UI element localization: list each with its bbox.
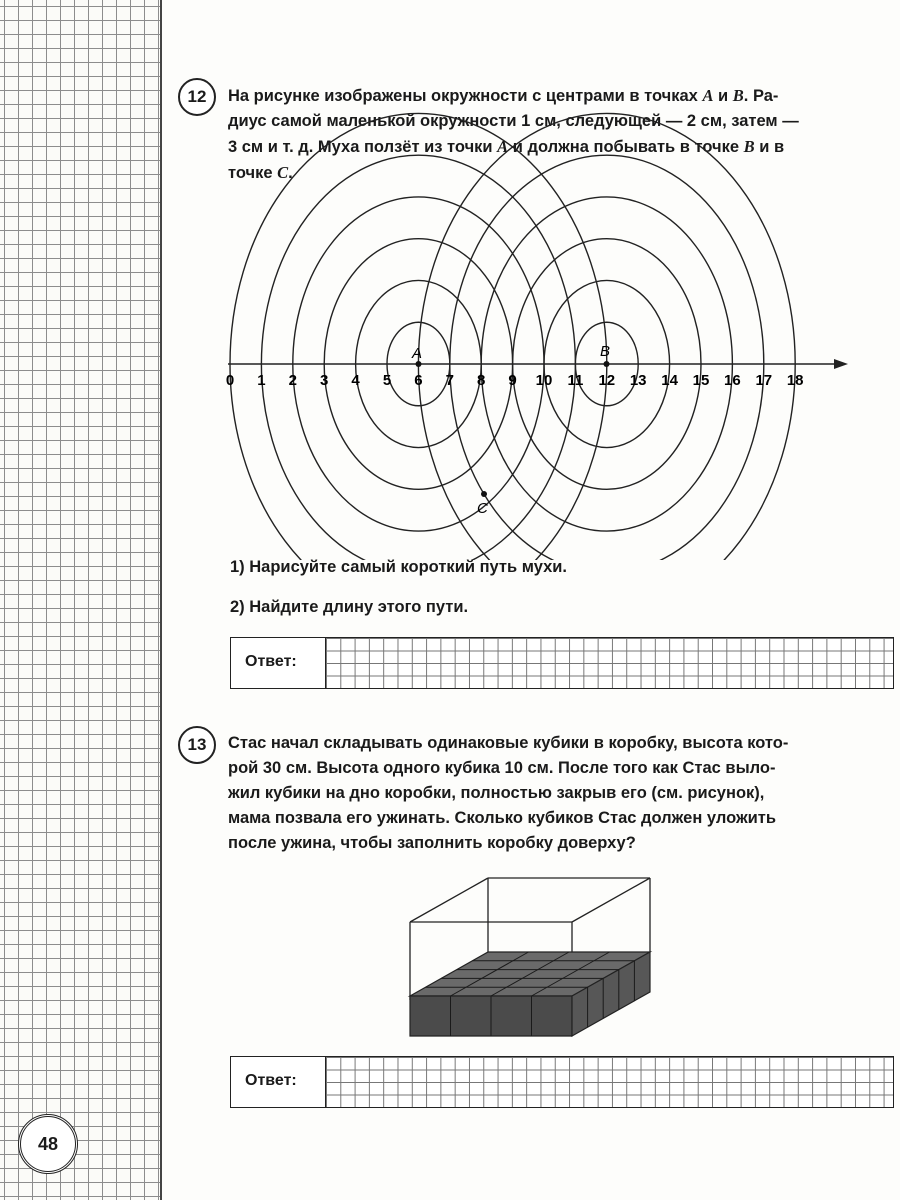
point-b-label: B: [600, 343, 611, 360]
axis-tick-label: 1: [257, 372, 266, 389]
axis-tick-label: 17: [755, 372, 773, 389]
answer-label-13: Ответ:: [245, 1072, 297, 1089]
answer-label-12: Ответ:: [245, 653, 297, 670]
task12-question-1: 1) Нарисуйте самый короткий путь мухи.: [230, 558, 567, 576]
axis-tick-label: 0: [225, 372, 235, 389]
task13-line-2: рой 30 см. Высота одного кубика 10 см. После того как Стас выло-: [228, 759, 776, 777]
task13-line-4: мама позвала его ужинать. Сколько кубиков Стас должен уложить: [228, 809, 777, 827]
axis-tick-label: 15: [692, 372, 710, 389]
task12-line-2: диус самой маленькой окружности 1 см, следующей — 2 см, затем —: [228, 112, 799, 130]
task-number-12: 12: [178, 78, 216, 116]
answer-box-13[interactable]: [230, 1056, 894, 1108]
page-number: 48: [18, 1114, 78, 1174]
task12-line-4: точке C.: [228, 163, 293, 182]
axis-tick-label: 16: [724, 372, 741, 389]
axis-tick-label: 8: [477, 372, 486, 389]
task13-line-5: после ужина, чтобы заполнить коробку доверху?: [228, 834, 636, 852]
axis-tick-label: 12: [598, 372, 616, 389]
axis-tick-label: 11: [567, 372, 584, 389]
axis-tick-label: 9: [508, 372, 517, 389]
axis-tick-label: 2: [288, 372, 297, 389]
axis-tick-label: 7: [445, 372, 454, 389]
answer-cells-13[interactable]: [325, 1057, 893, 1107]
axis-tick-label: 14: [661, 372, 678, 389]
axis-tick-label: 13: [629, 372, 647, 389]
task12-line-1: На рисунке изображены окружности с центрами в точках A и B. Ра-: [228, 86, 779, 105]
task12-line-3: 3 см и т. д. Муха ползёт из точки A и должна побывать в точке B и в: [228, 137, 785, 156]
axis-tick-label: 6: [414, 372, 423, 389]
point-a-label: A: [412, 345, 423, 362]
axis-tick-label: 10: [535, 372, 553, 389]
axis-tick-label: 5: [382, 372, 392, 389]
axis-tick-label: 18: [786, 372, 804, 389]
task-number-13: 13: [178, 726, 216, 764]
axis-tick-label: 4: [351, 372, 360, 389]
task13-line-1: Стас начал складывать одинаковые кубики в коробку, высота кото-: [228, 734, 789, 752]
axis-tick-label: 3: [320, 372, 329, 389]
task12-question-2: 2) Найдите длину этого пути.: [230, 598, 469, 616]
task13-line-3: жил кубики на дно коробки, полностью закрыв его (см. рисунок),: [228, 784, 765, 802]
point-c-label: C: [477, 500, 488, 517]
